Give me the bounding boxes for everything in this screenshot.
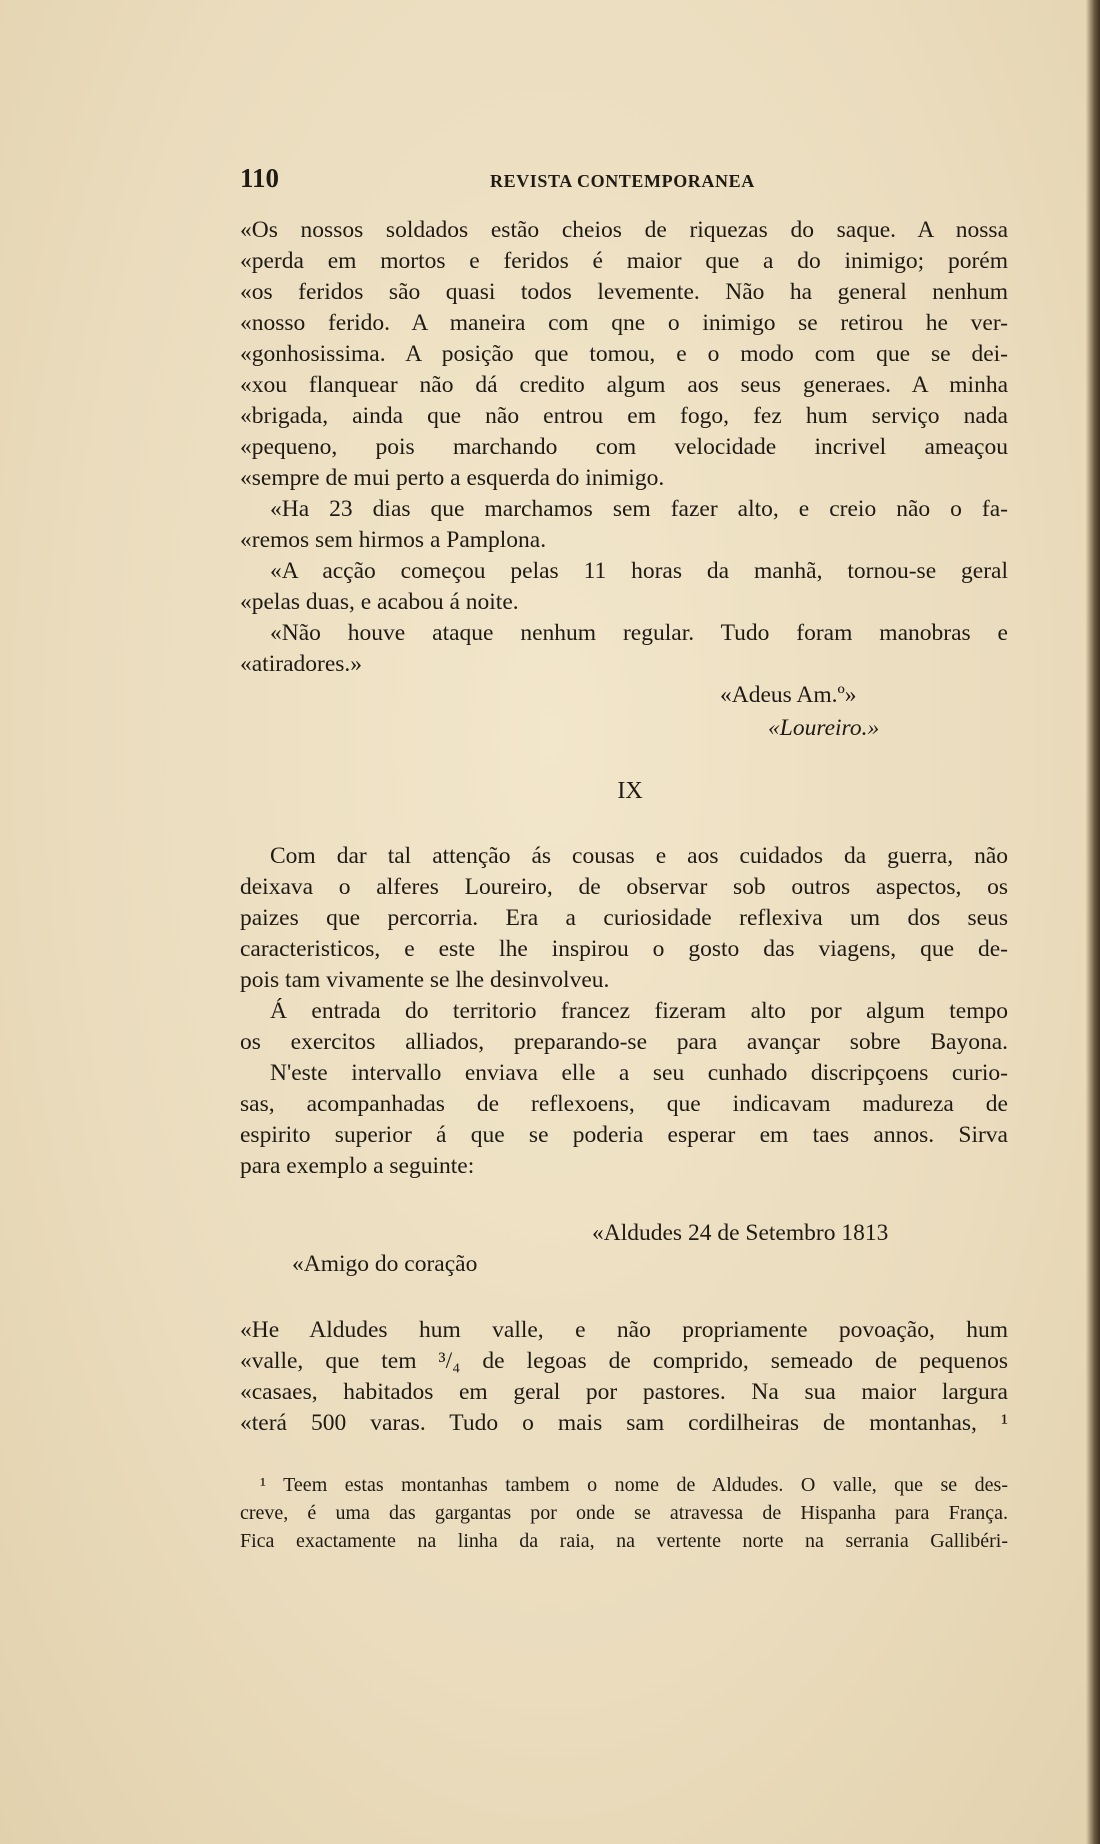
- narrative-line: para exemplo a seguinte:: [240, 1153, 475, 1179]
- letter-1-body: [240, 215, 1008, 680]
- narrative-line: N'este intervallo enviava elle a seu cunhado discripçoens curio-: [270, 1060, 1008, 1086]
- letter-2-place-date: «Aldudes 24 de Setembro 1813: [592, 1220, 889, 1246]
- page-number: 110: [240, 163, 280, 193]
- narrative-line: espirito superior á que se poderia esperar em taes annos. Sirva: [240, 1122, 1008, 1148]
- letter-1-signature: «Loureiro.»: [768, 715, 880, 741]
- letter-1-line: «remos sem hirmos a Pamplona.: [240, 527, 547, 553]
- letter-1-line: «perda em mortos e feridos é maior que a do inimigo; porém: [240, 248, 1008, 274]
- narrative-line: Com dar tal attenção ás cousas e aos cuidados da guerra, não: [270, 843, 1008, 869]
- page-header: [240, 163, 1010, 199]
- footnote-line: creve, é uma das gargantas por onde se atravessa de Hispanha para França.: [240, 1502, 1008, 1524]
- narrative-line: paizes que percorria. Era a curiosidade reflexiva um dos seus: [240, 905, 1008, 931]
- letter-2-line: «casaes, habitados em geral por pastores. Na sua maior largura: [240, 1379, 1008, 1405]
- section-heading: IX: [617, 778, 643, 804]
- footnote: [240, 1471, 1008, 1555]
- letter-1-line: «Os nossos soldados estão cheios de riquezas do saque. A nossa: [240, 217, 1008, 243]
- narrative-body: [240, 841, 1008, 1182]
- letter-1-line: «pequeno, pois marchando com velocidade incrivel ameaçou: [240, 434, 1008, 460]
- letter-1-line: «nosso ferido. A maneira com qne o inimigo se retirou he ver-: [240, 310, 1008, 336]
- narrative-line: sas, acompanhadas de reflexoens, que indicavam madureza de: [240, 1091, 1008, 1117]
- narrative-line: deixava o alferes Loureiro, de observar sob outros aspectos, os: [240, 874, 1008, 900]
- narrative-line: pois tam vivamente se lhe desinvolveu.: [240, 967, 610, 993]
- letter-1-line: «A acção começou pelas 11 horas da manhã, tornou-se geral: [270, 558, 1008, 584]
- letter-2-line: «He Aldudes hum valle, e não propriamente povoação, hum: [240, 1317, 1008, 1343]
- letter-1-line: «os feridos são quasi todos levemente. Não ha general nenhum: [240, 279, 1008, 305]
- letter-2-line: «valle, que tem ³/₄ de legoas de comprido, semeado de pequenos: [240, 1348, 1008, 1374]
- letter-1-line: «brigada, ainda que não entrou em fogo, fez hum serviço nada: [240, 403, 1008, 429]
- letter-1-line: «pelas duas, e acabou á noite.: [240, 589, 519, 615]
- letter-1-line: «xou flanquear não dá credito algum aos seus generaes. A minha: [240, 372, 1008, 398]
- letter-2-line: «terá 500 varas. Tudo o mais sam cordilheiras de montanhas, ¹: [240, 1410, 1008, 1436]
- letter-1-line: «gonhosissima. A posição que tomou, e o modo com que se dei-: [240, 341, 1008, 367]
- letter-1-line: «atiradores.»: [240, 651, 363, 677]
- running-title: REVISTA CONTEMPORANEA: [490, 171, 755, 191]
- footnote-line: ¹ Teem estas montanhas tambem o nome de Aldudes. O valle, que se des-: [260, 1474, 1008, 1496]
- letter-1-line: «Não houve ataque nenhum regular. Tudo foram manobras e: [270, 620, 1008, 646]
- narrative-line: os exercitos alliados, preparando-se para avançar sobre Bayona.: [240, 1029, 1008, 1055]
- narrative-line: caracteristicos, e este lhe inspirou o gosto das viagens, que de-: [240, 936, 1008, 962]
- letter-1-closing: «Adeus Am.º»: [720, 682, 857, 708]
- letter-1-line: «sempre de mui perto a esquerda do inimigo.: [240, 465, 665, 491]
- letter-2-salutation: «Amigo do coração: [292, 1251, 478, 1277]
- letter-1-line: «Ha 23 dias que marchamos sem fazer alto, e creio não o fa-: [270, 496, 1008, 522]
- narrative-line: Á entrada do territorio francez fizeram alto por algum tempo: [270, 998, 1008, 1024]
- letter-2-body: [240, 1315, 1008, 1439]
- footnote-line: Fica exactamente na linha da raia, na vertente norte na serrania Gallibéri-: [240, 1530, 1008, 1552]
- page-edge-shadow: [1086, 0, 1100, 1844]
